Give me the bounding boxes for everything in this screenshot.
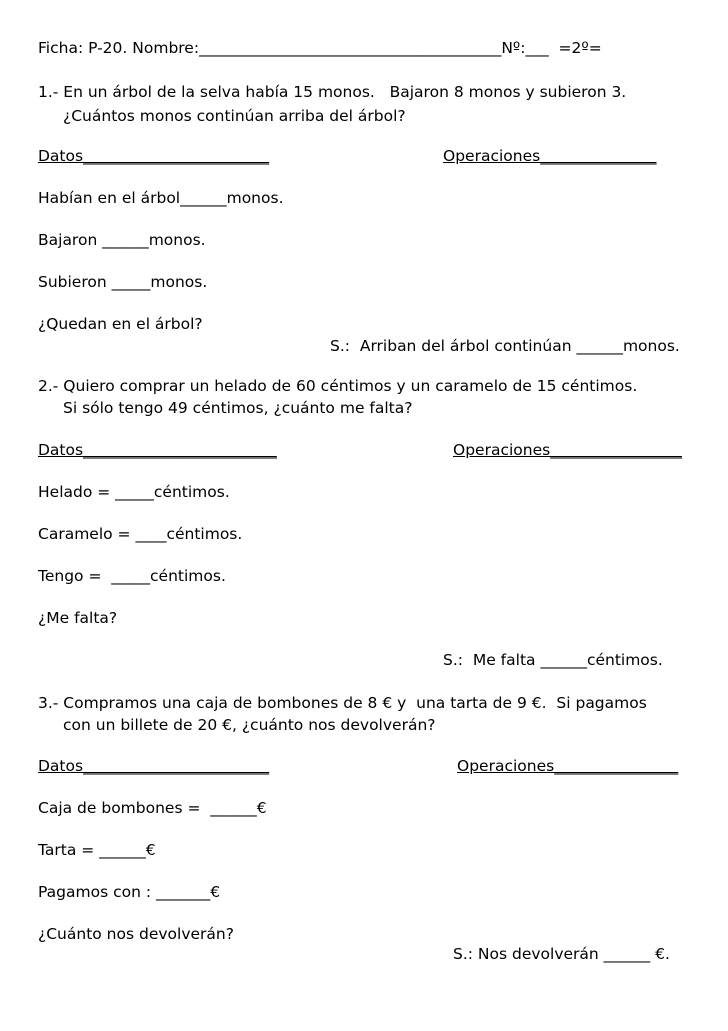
problem-2-line-3: Tengo = _____céntimos. xyxy=(38,567,226,585)
problem-3-line-3: Pagamos con : _______€ xyxy=(38,883,221,901)
problem-3-statement-line-2: con un billete de 20 €, ¿cuánto nos devolverán? xyxy=(63,716,436,734)
problem-1-line-2: Bajaron ______monos. xyxy=(38,231,206,249)
problem-3-operaciones-label: Operaciones________________ xyxy=(457,757,679,775)
problem-2-statement-line-1: 2.- Quiero comprar un helado de 60 céntimos y un caramelo de 15 céntimos. xyxy=(38,377,638,395)
problem-3-answer: S.: Nos devolverán ______ €. xyxy=(453,945,670,963)
problem-1-statement-line-1: 1.- En un árbol de la selva había 15 monos. Bajaron 8 monos y subieron 3. xyxy=(38,83,627,101)
problem-1-line-3: Subieron _____monos. xyxy=(38,273,208,291)
problem-2-question: ¿Me falta? xyxy=(38,609,118,627)
problem-2-datos-label: Datos_________________________ xyxy=(38,441,277,459)
problem-1-question: ¿Quedan en el árbol? xyxy=(38,315,203,333)
problem-1-statement-line-2: ¿Cuántos monos continúan arriba del árbol? xyxy=(63,107,406,125)
worksheet-header: Ficha: P-20. Nombre:_______________________________________Nº:___ =2º= xyxy=(38,39,602,57)
problem-2-statement-line-2: Si sólo tengo 49 céntimos, ¿cuánto me falta? xyxy=(63,399,413,417)
problem-2-answer: S.: Me falta ______céntimos. xyxy=(443,651,663,669)
problem-1-answer: S.: Arriban del árbol continúan ______monos. xyxy=(330,337,680,355)
problem-2-operaciones-label: Operaciones_________________ xyxy=(453,441,682,459)
problem-3-question: ¿Cuánto nos devolverán? xyxy=(38,925,234,943)
problem-1-operaciones-label: Operaciones_______________ xyxy=(443,147,657,165)
problem-1-line-1: Habían en el árbol______monos. xyxy=(38,189,284,207)
problem-2-line-1: Helado = _____céntimos. xyxy=(38,483,230,501)
problem-3-line-1: Caja de bombones = ______€ xyxy=(38,799,267,817)
problem-1-datos-label: Datos________________________ xyxy=(38,147,270,165)
problem-3-line-2: Tarta = ______€ xyxy=(38,841,156,859)
problem-3-datos-label: Datos________________________ xyxy=(38,757,270,775)
problem-3-statement-line-1: 3.- Compramos una caja de bombones de 8 € y una tarta de 9 €. Si pagamos xyxy=(38,694,647,712)
problem-2-line-2: Caramelo = ____céntimos. xyxy=(38,525,243,543)
